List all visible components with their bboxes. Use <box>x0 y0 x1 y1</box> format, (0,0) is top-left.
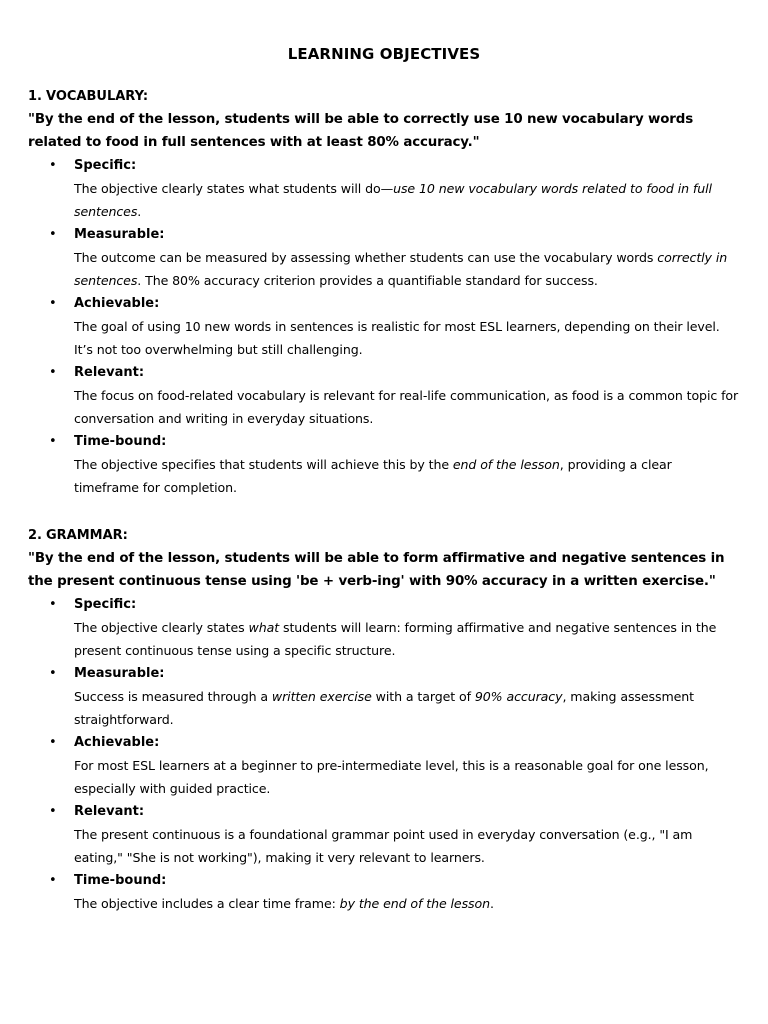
criterion-description <box>74 892 740 915</box>
emphasis-text: use 10 new vocabulary words related to food in full sentences <box>74 181 712 219</box>
bullet-icon: • <box>49 296 57 311</box>
text-segment: The objective clearly states what students will do— <box>74 181 394 196</box>
text-segment: The objective specifies that students will achieve this by the <box>74 457 453 472</box>
text-segment: . <box>137 204 142 219</box>
criterion-description <box>74 616 740 662</box>
text-segment: For most ESL learners at a beginner to pre-intermediate level, this is a reasonable goal for one lesson, especially with guided practice. <box>74 758 709 796</box>
criterion-item <box>28 869 740 915</box>
text-segment: . <box>490 896 494 911</box>
bullet-icon: • <box>49 804 57 819</box>
bullet-icon: • <box>49 365 57 380</box>
criterion-label: Time-bound: <box>74 434 167 449</box>
section-heading-label: VOCABULARY: <box>46 89 149 104</box>
criterion-item <box>28 361 740 430</box>
emphasis-text: 90% accuracy <box>474 689 563 704</box>
criterion-description <box>74 685 740 731</box>
text-segment: students will learn: forming affirmative and negative sentences in the present continuous tense using a specific structure. <box>74 620 717 658</box>
section-vocabulary <box>28 85 740 499</box>
objective-statement: "By the end of the lesson, students will be able to correctly use 10 new vocabulary words related to food in full sentences with at least 80% accuracy." <box>28 112 694 150</box>
section-heading <box>28 524 740 547</box>
criterion-description <box>74 246 740 292</box>
criterion-item <box>28 731 740 800</box>
smart-criteria-list <box>28 593 740 915</box>
bullet-icon: • <box>49 666 57 681</box>
text-segment: The objective includes a clear time frame: <box>74 896 340 911</box>
criterion-description <box>74 384 740 430</box>
criterion-item <box>28 800 740 869</box>
text-segment: . The 80% accuracy criterion provides a quantifiable standard for success. <box>137 273 598 288</box>
criterion-label: Time-bound: <box>74 873 167 888</box>
criterion-item <box>28 430 740 499</box>
criterion-label: Measurable: <box>74 227 165 242</box>
text-segment: The objective clearly states <box>74 620 249 635</box>
text-segment: The present continuous is a foundational grammar point used in everyday conversation (e.g., "I am eating," "She is not working"), making it very relevant to learners. <box>74 827 693 865</box>
emphasis-text: what <box>248 620 280 635</box>
text-segment: The goal of using 10 new words in sentences is realistic for most ESL learners, depending on their level. It’s not too overwhelming but still challenging. <box>74 319 720 357</box>
bullet-icon: • <box>49 158 57 173</box>
criterion-item <box>28 593 740 662</box>
bullet-icon: • <box>49 597 57 612</box>
document-title: LEARNING OBJECTIVES <box>287 45 481 63</box>
criterion-description <box>74 823 740 869</box>
criterion-description <box>74 315 740 361</box>
criterion-label: Relevant: <box>74 804 145 819</box>
bullet-icon: • <box>49 227 57 242</box>
text-segment: with a target of <box>371 689 475 704</box>
criterion-label: Specific: <box>74 158 137 173</box>
section-heading <box>28 85 740 108</box>
text-segment: The focus on food-related vocabulary is relevant for real-life communication, as food is a common topic for conversation and writing in everyday situations. <box>74 388 739 426</box>
section-number: 1. <box>28 89 42 104</box>
text-segment: , making assessment straightforward. <box>74 689 694 727</box>
criterion-label: Relevant: <box>74 365 145 380</box>
criterion-label: Achievable: <box>74 735 160 750</box>
section-grammar <box>28 524 740 915</box>
criterion-item <box>28 223 740 292</box>
bullet-icon: • <box>49 434 57 449</box>
criterion-label: Achievable: <box>74 296 160 311</box>
text-segment: The outcome can be measured by assessing whether students can use the vocabulary words <box>74 250 658 265</box>
criterion-item <box>28 154 740 223</box>
objective-statement: "By the end of the lesson, students will be able to form affirmative and negative sentences in the present continuous tense using 'be + verb-ing' with 90% accuracy in a written exercise." <box>28 551 725 589</box>
emphasis-text: by the end of the lesson <box>339 896 490 911</box>
emphasis-text: end of the lesson <box>452 457 560 472</box>
text-segment: , providing a clear timeframe for completion. <box>74 457 672 495</box>
criterion-description <box>74 177 740 223</box>
bullet-icon: • <box>49 735 57 750</box>
criterion-label: Measurable: <box>74 666 165 681</box>
bullet-icon: • <box>49 873 57 888</box>
criterion-description <box>74 453 740 499</box>
criterion-item <box>28 292 740 361</box>
criterion-item <box>28 662 740 731</box>
section-number: 2. <box>28 528 42 543</box>
emphasis-text: written exercise <box>271 689 372 704</box>
criterion-label: Specific: <box>74 597 137 612</box>
emphasis-text: correctly in sentences <box>74 250 728 288</box>
criterion-description <box>74 754 740 800</box>
section-heading-label: GRAMMAR: <box>46 528 128 543</box>
smart-criteria-list <box>28 154 740 499</box>
text-segment: Success is measured through a <box>74 689 272 704</box>
